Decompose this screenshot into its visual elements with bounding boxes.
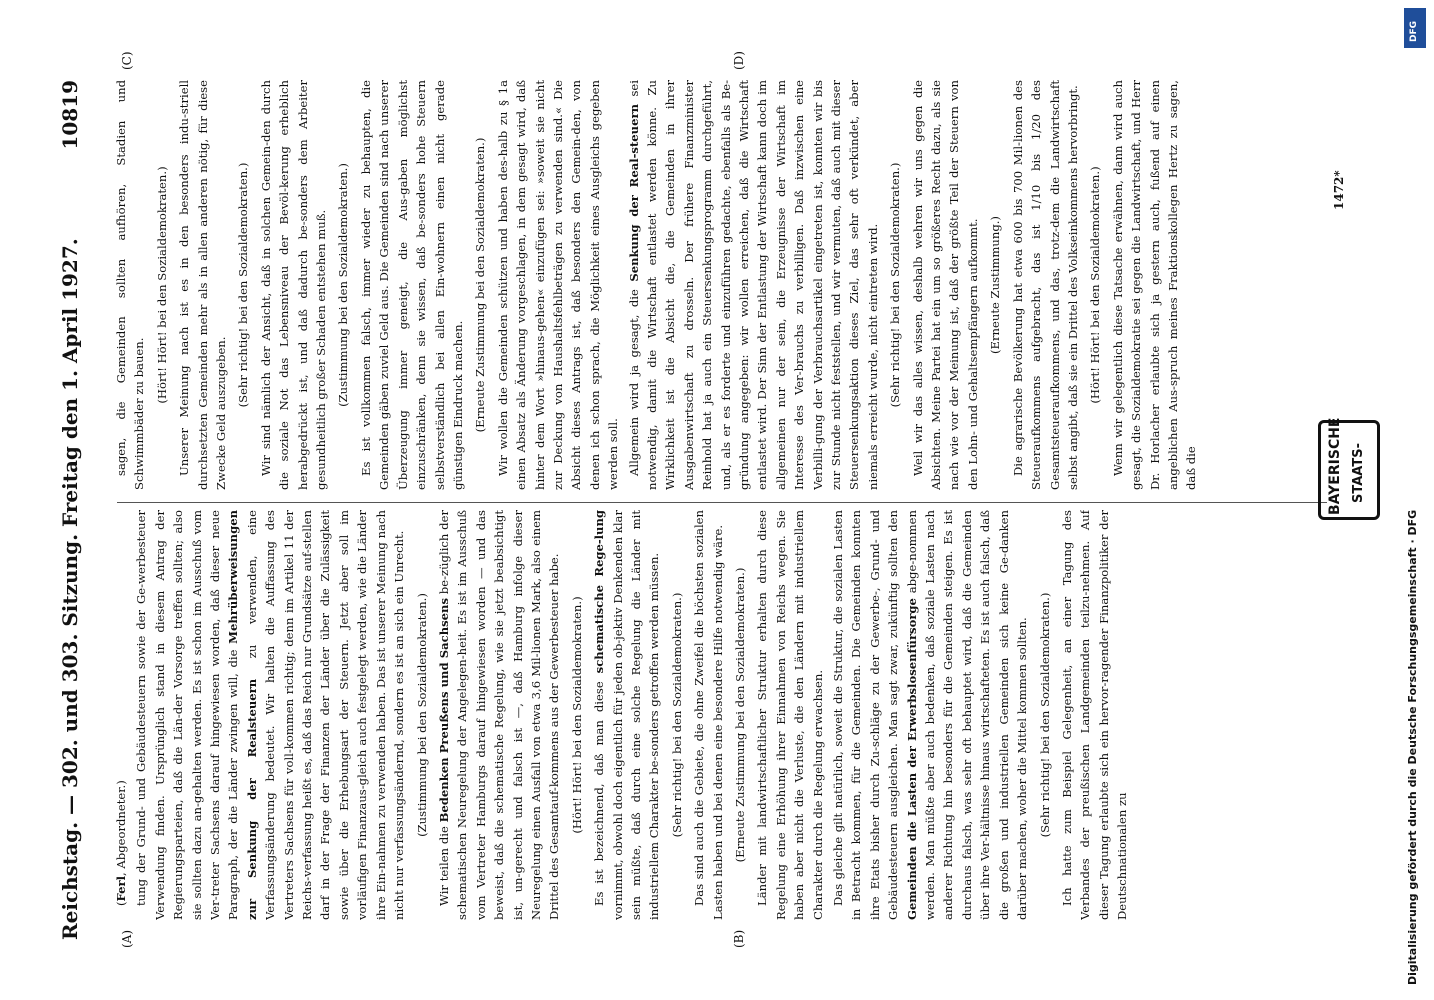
dfg-logo-text: DFG [1409,20,1419,42]
interjection: (Sehr richtig! bei den Sozialdemokraten.) [1037,592,1052,838]
left-column [112,510,1332,920]
interjection: (Zustimmung bei den Sozialdemokraten.) [336,163,351,407]
scanned-page [12,50,1412,990]
paragraph: Es ist bezeichnend, daß man diese schematische Rege-lung vornimmt, obwohl doch eigentlich für jeden ob-jektiv Denkenden klar sein müßte, daß durch eine solche Regelung die Länder mit industriellem Charakter be-sonders getroffen werden müssen. [592,510,662,920]
paragraph: Das sind auch die Gebiete, die ohne Zweifel die höchsten sozialen Lasten haben und bei denen eine besondere Hilfe notwendig wäre. [692,510,725,920]
interjection: (Sehr richtig! bei den Sozialdemokraten.) [888,162,903,408]
paragraph: Wir wollen die Gemeinden schützen und haben des-halb zu § 1a einen Absatz als Änderung vorgeschlagen, in dem gesagt wird, daß hinter dem Wort »hinaus-gehen« einzufügen sei: »soweit sie nicht zur Deckung von Haushaltsfehlbeträgen zu verwenden sind.« Die Absicht dieses Antrags ist, daß besonders den Gemein-den, von denen ich schon sprach, die Möglichkeit eines Ausgleichs gegeben werden soll. [495,80,621,490]
interjection: (Sehr richtig! bei den Sozialdemokraten.) [669,592,684,838]
page-header [52,70,92,950]
margin-marker-d: (D) [732,51,746,70]
interjection: (Hört! Hört! bei den Sozialdemokraten.) [154,166,169,404]
paragraph: Allgemein wird ja gesagt, die Senkung der Real-steuern sei notwendig, damit die Wirtschaft entlastet werden könne. Zu Wirklichkeit ist die Absicht die, die Gemeinden in ihrer Ausgabenwirtschaft zu drosseln. Der frühere Finanzminister Reinhold hat ja auch ein Steuersenkungsprogramm durchgeführt, und, als er es forderte und einzuführen gedachte, ebenfalls als Be-gründung angegeben: wir wollen erreichen, daß die Wirtschaft entlastet wird. Der Sinn der Entlastung der Wirtschaft kann doch im allgemeinen nur der sein, die Erzeugnisse der Wirtschaft im Interesse des Ver-brauchs zu verbilligen. Daß inzwischen eine Verbilli-gung der Verbrauchsartikel eingetreten ist, konnten wir bis zur Stunde nicht feststellen, und wir vermuten, daß auch mit dieser Steuersenkungsaktion dieses Ziel, das sehr oft verkündet, aber niemals erreicht wurde, nicht eintreten wird. [626,80,880,490]
paragraph: Wir sind nämlich der Ansicht, daß in solchen Gemein-den durch die soziale Not das Lebensniveau der Bevöl-kerung erheblich herabgedrückt ist, und daß dadurch be-sonders dem Arbeiter gesundheitlich großer Schaden entstehen muß. [258,80,329,490]
column-divider [117,502,1327,503]
paragraph: Es ist vollkommen falsch, immer wieder zu behaupten, die Gemeinden gäben zuviel Geld aus. Die Gemeinden sind nach unserer Überzeugung immer geneigt, die Aus-gaben möglichst einzuschränken, denn sie wissen, daß be-sonders hohe Steuern selbstverständlich bei allen Ein-wohnern einen nicht gerade günstigen Eindruck machen. [358,80,465,490]
paragraph: Die agrarische Bevölkerung hat etwa 600 bis 700 Mil-lionen des Steueraufkommens aufgebracht, das ist 1/10 bis 1/20 des Gesamtsteueraufkommens, und das, trotz-dem die Landwirtschaft selbst angibt, daß sie ein Drittel des Volkseinkommens hervorbringt. [1010,80,1080,490]
paragraph: Länder mit landwirtschaftlicher Struktur erhalten durch diese Regelung eine Erhöhung ihrer Einnahmen von Reichs wegen. Sie haben aber nicht die Verluste, die den Ländern mit industriellem Charakter durch die Regelung erwachsen. [755,510,825,920]
interjection: (Hört! Hört! bei den Sozialdemokraten.) [1088,166,1103,404]
interjection: (Erneute Zustimmung bei den Sozialdemokraten.) [733,567,747,863]
digitization-sidebar [1400,0,1434,1000]
stamp-line-2: STAATS- [1351,443,1366,503]
interjection: (Hört! Hört! bei den Sozialdemokraten.) [569,596,584,834]
paragraph: Wir teilen die Bedenken Preußens und Sachsens be-züglich der schematischen Neuregelung der Angelegen-heit. Es ist im Ausschuß vom Vertreter Hamburgs darauf hingewiesen worden — und das beweist, daß die schematische Regelung, wie sie jetzt beabsichtigt ist, un-gerecht und falsch ist —, daß Hamburg infolge dieser Neuregelung einen Ausfall von etwa 3,6 Mil-lionen Mark, also einem Drittel des Gesamtauf-kommens aus der Gewerbesteuer habe. [436,510,562,920]
interjection: (Zustimmung bei den Sozialdemokraten.) [414,593,429,837]
library-stamp [1318,417,1380,520]
interjection: (Erneute Zustimmung.) [988,216,1003,354]
digitization-credit: Digitalisierung gefördert durch die Deutsche Forschungsgemeinschaft · DFG [1406,509,1419,985]
paragraph: Das gleiche gilt natürlich, soweit die Struktur, die sozialen Lasten in Betracht kommen, für die Gemeinden. Die Gemeinden konnten ihre Etats bisher durch Zu-schläge zu der Gewerbe-, Grund- und Gebäudesteuern ausgleichen. Man sagt zwar, zukünftig sollten den Gemeinden die Lasten der Erwerbslosenfürsorge abge-nommen werden. Man müßte aber auch bedenken, daß soziale Lasten nach anderer Richtung hin besonders für die Gemeinden steigen. Es ist durchaus falsch, was sehr oft behauptet wird, daß die Gemeinden über ihre Ver-hältnisse hinaus wirtschafteten. Es ist auch falsch, daß die großen und industriellen Gemeinden sich keine Ge-danken darüber machen, woher die Mittel kommen sollten. [831,510,1030,920]
interjection: (Erneute Zustimmung bei den Sozialdemokraten.) [473,137,488,433]
dfg-logo [1404,8,1426,48]
paragraph: Weil wir das alles wissen, deshalb wehren wir uns gegen die Absichten. Meine Partei hat ein um so größeres Recht dazu, als sie nach wie vor der Meinung ist, daß der größte Teil der Steuern von den Lohn- und Gehaltsempfängern aufkommt. [910,80,980,490]
stamp-line-1: BAYERISCHE [1327,417,1343,515]
margin-marker-a: (A) [120,929,134,948]
paragraph: tung der Grund- und Gebäudesteuern sowie der Ge-werbesteuer Verwendung finden. Ursprünglich stand in diesem Antrag der Regierungsparteien, daß die Län-der Vorsorge treffen sollten; also sie sollten dazu an-gehalten werden. Es ist schon im Ausschuß vom Ver-treter Sachsens darauf hingewiesen worden, daß dieser neue Paragraph, der die Länder zwingen will, die Mehrüberweisungen zur Senkung der Realsteuern zu verwenden, eine Verfassungsänderung bedeutet. Wir halten die Auffassung des Vertreters Sachsens für voll-kommen richtig; denn im Artikel 11 der Reichs-verfassung heißt es, daß das Reich nur Grundsätze auf-stellen darf in der Frage der Finanzen der Länder über die Zulässigkeit sowie über die Erhebungsart der Steuern. Jetzt aber soll im vorläufigen Finanzaus-gleich auch festgelegt werden, wie die Länder ihre Ein-nahmen zu verwenden haben. Das ist unserer Meinung nach nicht nur verfassungsändernd, sondern es ist an sich ein Unrecht. [134,510,407,920]
right-column [112,80,1332,490]
page-number: 10819 [58,80,82,150]
header-title: Reichstag. — 302. und 303. Sitzung. Freitag den 1. April 1927. [58,238,82,940]
signature-mark: 1472* [1332,170,1346,210]
interjection: (Sehr richtig! bei den Sozialdemokraten.) [236,162,251,408]
margin-marker-b: (B) [732,929,746,948]
margin-marker-c: (C) [120,51,134,70]
paragraph: Unserer Meinung nach ist es in den besonders indu-striell durchsetzten Gemeinden mehr als in allen anderen nötig, für diese Zwecke Geld auszugeben. [177,80,229,490]
paragraph: sagen, die Gemeinden sollten aufhören, Stadien und Schwimmbäder zu bauen. [114,80,147,490]
paragraph: (Ferl, Abgeordneter.) [114,780,128,906]
paragraph: Wenn wir gelegentlich diese Tatsache erwähnen, dann wird auch gesagt, die Sozialdemokratie sei gegen die Landwirtschaft, und Herr Dr. Horlacher erlaubte sich ja gestern auch, fußend auf einen angeblichen Aus-spruch meines Fraktionskollegen Hertz zu sagen, daß die [1110,80,1199,490]
paragraph: Ich hatte zum Beispiel Gelegenheit, an einer Tagung des Verbandes der preußischen Landgemeinden teilzu-nehmen. Auf dieser Tagung erlaubte sich ein hervor-ragender Finanzpolitiker der Deutschnationalen zu [1059,510,1130,920]
